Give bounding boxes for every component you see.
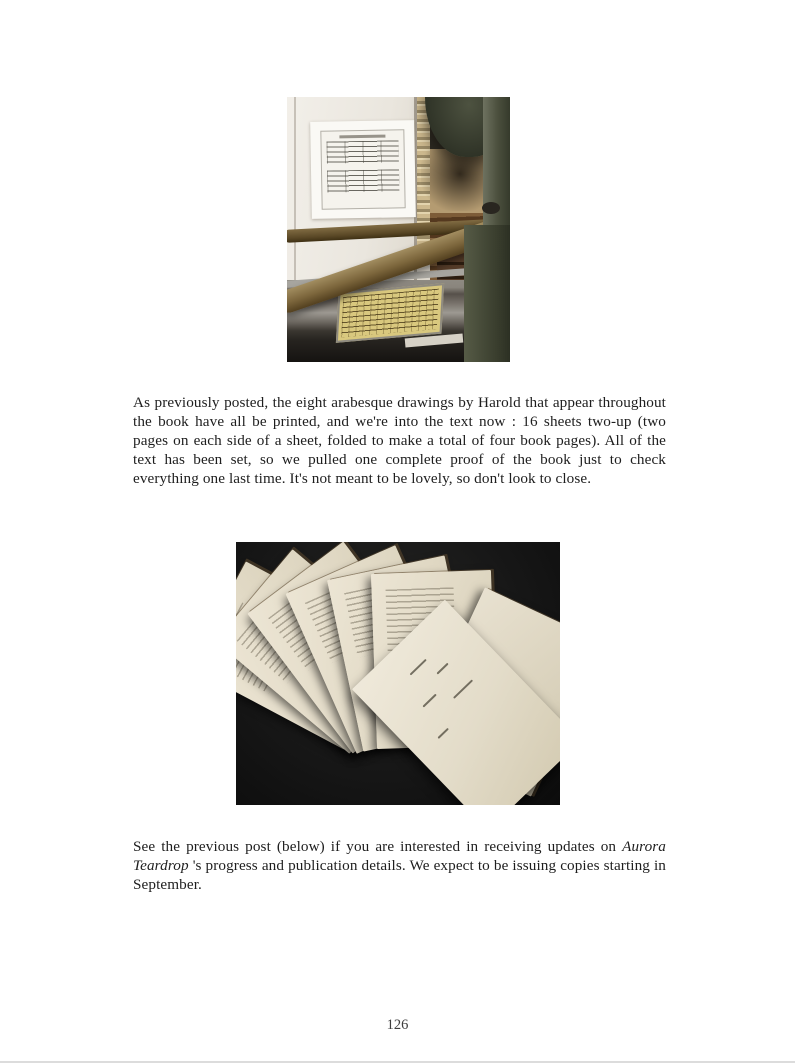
score-stave-lower [327, 169, 399, 192]
title-page-mark [438, 728, 449, 739]
paragraph-2-text: See the previous post (below) if you are interested in receiving updates on [133, 838, 623, 855]
title-page-mark [437, 663, 449, 675]
score-stave-upper [327, 140, 399, 163]
fanned-proofs-photo [236, 542, 560, 805]
music-score-box [320, 129, 405, 209]
title-page-mark [410, 659, 427, 676]
type-form-rows [341, 289, 439, 338]
paragraph-2 [133, 838, 666, 895]
press-bolt [482, 202, 500, 214]
type-form [336, 283, 444, 343]
title-page-mark [453, 680, 473, 699]
title-page-mark [422, 694, 436, 708]
letterpress-photo [287, 97, 510, 362]
paragraph-1: As previously posted, the eight arabesque drawings by Harold that appear throughout the book have all be printed, and we're into the text now : 16 sheets two-up (two pages on each side of a sheet, folded to make a total of four book pages). All of the text has been set, so we pulled one complete proof of the book just to check everything one last time. It's not meant to be lovely, so don't look to close. [133, 394, 666, 487]
book-title-italic: Aurora Teardrop [133, 838, 666, 874]
press-column-base [464, 225, 510, 362]
score-title-line [339, 135, 385, 139]
paragraph-2-text-cont: 's progress and publication details. We expect to be issuing copies starting in September. [133, 856, 666, 893]
page-number: 126 [386, 1017, 409, 1033]
music-proof-sheet [310, 120, 416, 219]
